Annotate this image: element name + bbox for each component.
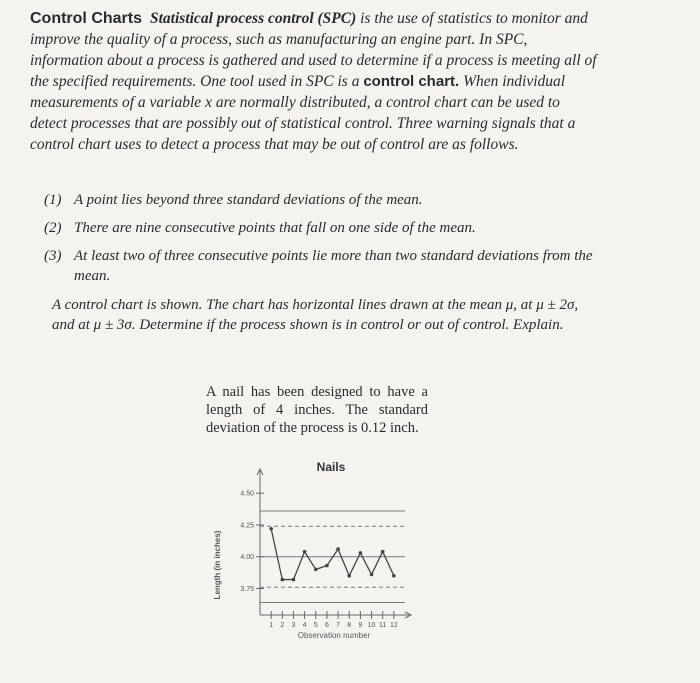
chart-title: Nails [316, 460, 346, 474]
question-text: A control chart is shown. The chart has horizontal lines drawn at the mean μ, at μ ± 2σ, and at μ ± 3σ. Determine if the process shown is in control or out of control. Explain. [52, 297, 579, 333]
y-tick-label: 3.75 [240, 585, 254, 593]
warning-text: At least two of three consecutive points lie more than two standard deviations from the mean. [74, 248, 593, 284]
warning-signals-list [44, 190, 604, 294]
x-tick-label: 5 [313, 622, 318, 629]
warning-number: (2) [44, 220, 62, 236]
data-point [314, 568, 318, 572]
x-tick-label: 7 [336, 622, 341, 629]
chart-svg [200, 455, 430, 655]
y-tick-label: 4.25 [240, 522, 254, 530]
data-point [359, 551, 363, 555]
data-point [381, 550, 385, 554]
x-tick-label: 9 [358, 622, 363, 629]
warning-number: (1) [44, 192, 62, 208]
control-chart-term: control chart. [363, 73, 460, 90]
warning-item [44, 190, 604, 210]
data-point [281, 578, 285, 582]
data-point [392, 574, 396, 578]
x-tick-label: 12 [389, 622, 398, 629]
warning-number: (3) [44, 248, 62, 264]
x-tick-label: 11 [379, 622, 387, 629]
intro-text-2: When individual measurements of a variable x are normally distributed, a control chart can be used to detect processes that are possibly out of statistical control. Three warning signals that a control chart uses to detect a process that may be out of control are as follows. [30, 73, 576, 153]
x-tick-label: 3 [291, 622, 296, 629]
data-point [370, 573, 374, 577]
spc-term: Statistical process control (SPC) [150, 10, 357, 27]
data-point [347, 574, 351, 578]
chart-x-axis-label: Observation number [297, 631, 371, 640]
data-point [336, 547, 340, 551]
y-tick-label: 4.50 [240, 490, 254, 498]
data-point [303, 550, 307, 554]
x-tick-label: 1 [269, 622, 274, 629]
y-tick-label: 4.00 [240, 554, 254, 562]
warning-text: There are nine consecutive points that fall on one side of the mean. [74, 220, 476, 236]
x-tick-label: 4 [302, 622, 307, 629]
intro-text-1: is the use of statistics to monitor and improve the quality of a process, such as manufacturing an engine part. In SPC, information about a process is gathered and used to determine if a process is meeting all of the specified requirements. One tool used in SPC is a [30, 10, 597, 90]
warning-item [44, 246, 604, 286]
warning-item [44, 218, 604, 238]
nail-description: A nail has been designed to have a length of 4 inches. The standard deviation of the process is 0.12 inch. [206, 384, 428, 436]
intro-paragraph [30, 8, 600, 155]
data-point [269, 527, 273, 531]
chart-y-axis-label: Length (in inches) [213, 530, 222, 600]
x-tick-label: 6 [324, 622, 329, 629]
data-point [325, 564, 329, 568]
x-tick-label: 2 [280, 622, 285, 629]
x-tick-label: 10 [367, 622, 376, 629]
x-tick-label: 8 [347, 622, 352, 629]
nails-control-chart [200, 455, 430, 655]
section-heading: Control Charts [30, 10, 142, 27]
warning-text: A point lies beyond three standard deviations of the mean. [74, 192, 423, 208]
series-line [271, 529, 394, 580]
data-point [292, 578, 296, 582]
